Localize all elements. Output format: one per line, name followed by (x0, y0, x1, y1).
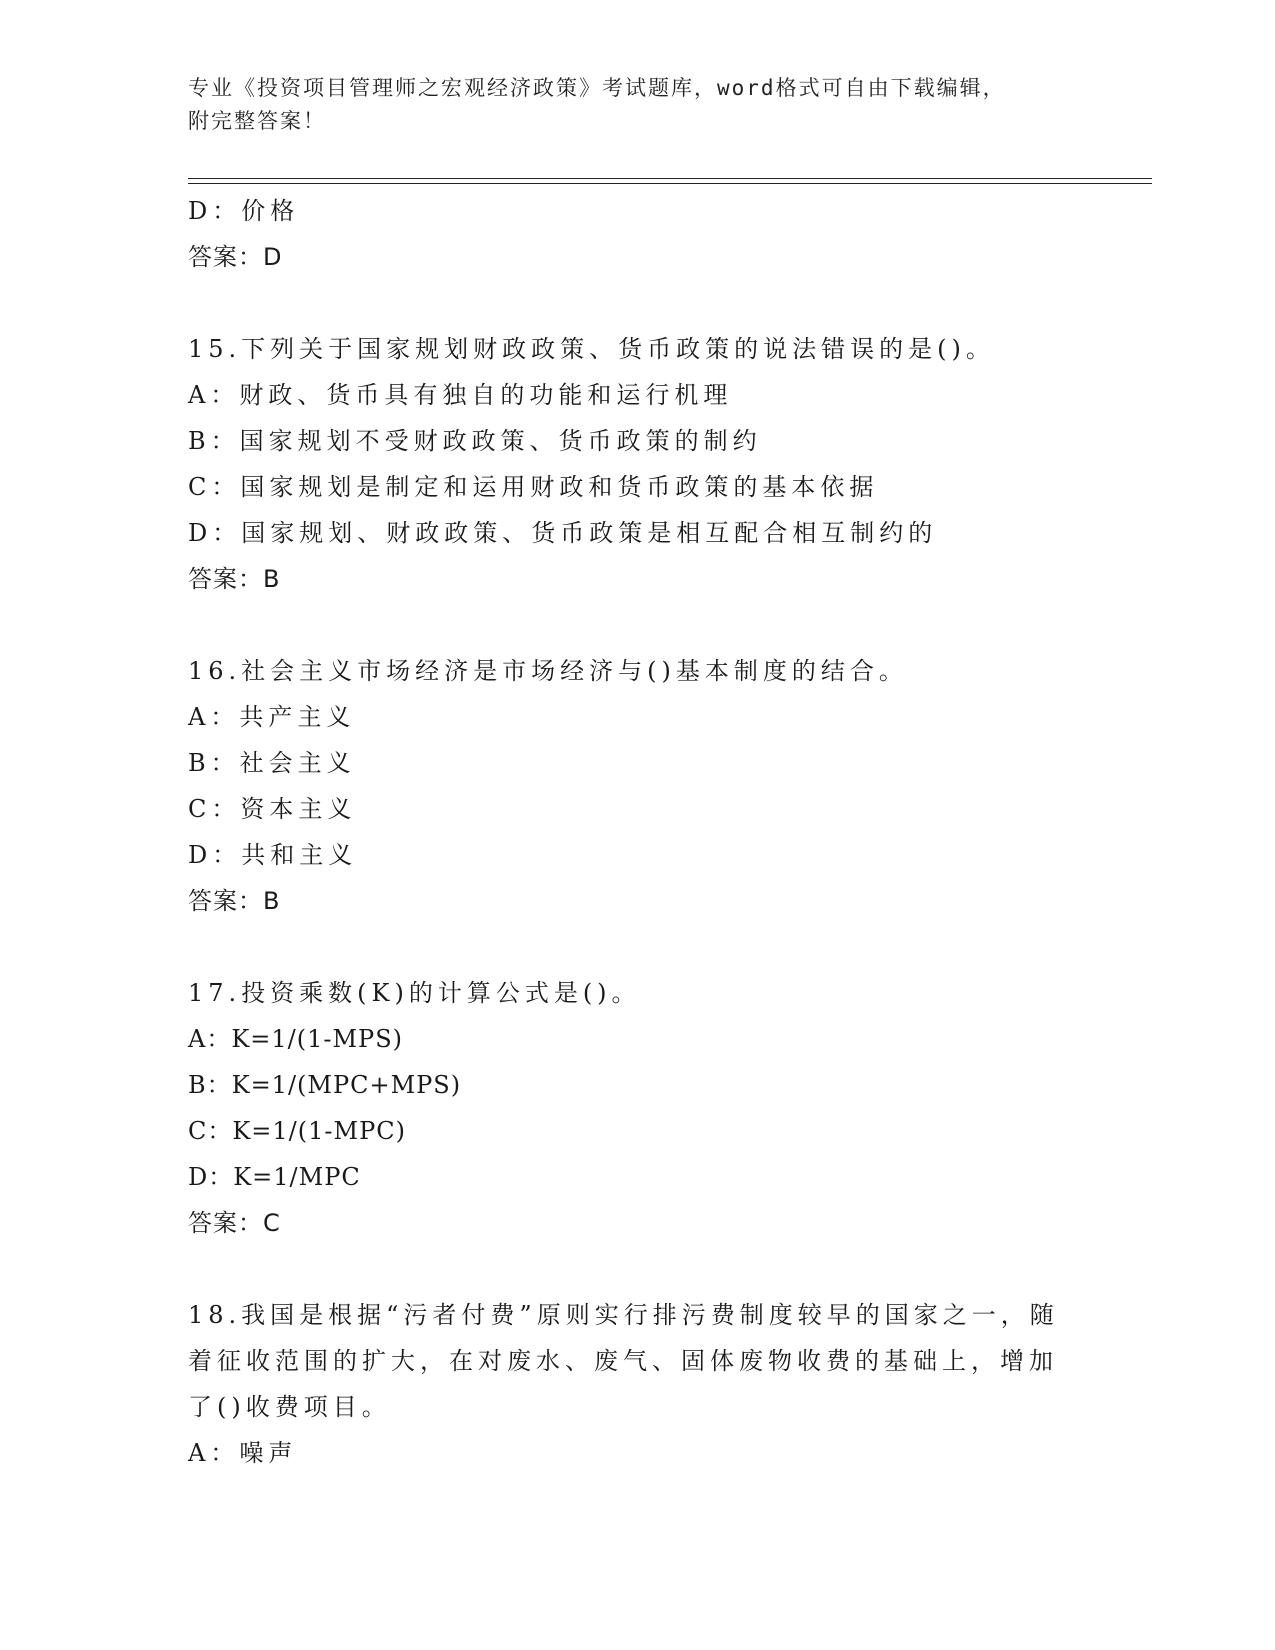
question-18-text-line-1: 18.我国是根据“污者付费”原则实行排污费制度较早的国家之一，随 (188, 1301, 1059, 1329)
question-17-option-c: C：K=1/(1-MPC) (188, 1117, 406, 1145)
header-line-1: 专业《投资项目管理师之宏观经济政策》考试题库，word格式可自由下载编辑， (188, 76, 1006, 100)
question-16-option-a: A：共产主义 (188, 703, 356, 731)
question-15-option-c: C：国家规划是制定和运用财政和货币政策的基本依据 (188, 473, 879, 501)
question-list (188, 188, 1088, 1476)
header-line-2: 附完整答案！ (188, 109, 326, 133)
prev-answer: 答案：D (188, 243, 283, 271)
question-15-answer: 答案：B (188, 565, 281, 593)
prev-option-d: D：价格 (188, 197, 300, 225)
document-header (188, 72, 1068, 138)
question-17 (188, 970, 1088, 1246)
question-18-text-line-2: 着征收范围的扩大，在对废水、废气、固体废物收费的基础上，增加 (188, 1347, 1058, 1375)
question-16-text: 16.社会主义市场经济是市场经济与()基本制度的结合。 (188, 657, 908, 685)
question-18 (188, 1292, 1088, 1476)
question-16 (188, 648, 1088, 924)
question-15 (188, 326, 1088, 602)
question-17-text: 17.投资乘数(K)的计算公式是()。 (188, 979, 641, 1007)
header-divider-top (188, 178, 1152, 179)
spacer (188, 924, 1088, 970)
question-16-answer: 答案：B (188, 887, 281, 915)
question-17-answer: 答案：C (188, 1209, 281, 1237)
question-17-option-b: B：K=1/(MPC+MPS) (188, 1071, 462, 1099)
question-16-option-c: C：资本主义 (188, 795, 357, 823)
header-divider-bottom (188, 183, 1152, 184)
question-16-option-b: B：社会主义 (188, 749, 356, 777)
question-15-option-b: B：国家规划不受财政政策、货币政策的制约 (188, 427, 762, 455)
question-15-option-a: A：财政、货币具有独自的功能和运行机理 (188, 381, 733, 409)
question-15-option-d: D：国家规划、财政政策、货币政策是相互配合相互制约的 (188, 519, 938, 547)
question-16-option-d: D：共和主义 (188, 841, 358, 869)
spacer (188, 1246, 1088, 1292)
question-17-option-a: A：K=1/(1-MPS) (188, 1025, 403, 1053)
question-18-option-a: A：噪声 (188, 1439, 298, 1467)
question-18-text-line-3: 了()收费项目。 (188, 1393, 391, 1421)
spacer (188, 280, 1088, 326)
question-15-text: 15.下列关于国家规划财政政策、货币政策的说法错误的是()。 (188, 335, 995, 363)
spacer (188, 602, 1088, 648)
question-17-option-d: D：K=1/MPC (188, 1163, 361, 1191)
